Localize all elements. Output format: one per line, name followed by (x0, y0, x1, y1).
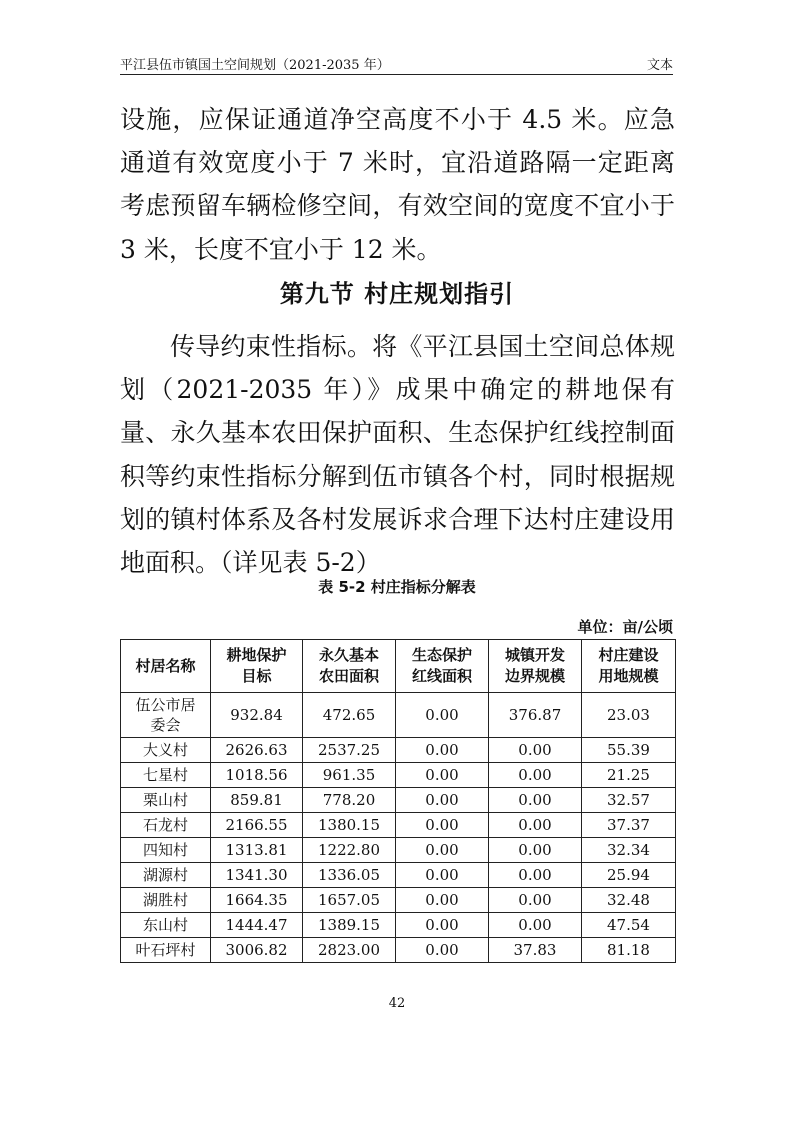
paragraph-emergency-access: 设施，应保证通道净空高度不小于 4.5 米。应急通道有效宽度小于 7 米时，宜沿道路隔一定距离考虑预留车辆检修空间，有效空间的宽度不宜小于 3 米，长度不宜小于 12 米。 (120, 105, 675, 264)
cell-value: 0.00 (396, 913, 489, 938)
table-row (121, 763, 676, 788)
cell-value: 1222.80 (303, 838, 396, 863)
table-row (121, 838, 676, 863)
header-section-label: 文本 (646, 58, 673, 73)
cell-village-name: 栗山村 (121, 788, 211, 813)
cell-value: 0.00 (396, 888, 489, 913)
cell-value: 0.00 (396, 693, 489, 738)
section-title: 第九节 村庄规划指引 (279, 280, 515, 308)
cell-village-name: 湖源村 (121, 863, 211, 888)
cell-village-name: 大义村 (121, 738, 211, 763)
paragraph-village-guidance: 传导约束性指标。将《平江县国土空间总体规划（2021-2035 年）》成果中确定的耕地保有量、永久基本农田保护面积、生态保护红线控制面积等约束性指标分解到伍市镇各个村，同时根据规划的镇村体系及各村发展诉求合理下达村庄建设用地面积。（详见表 5-2） (120, 332, 675, 578)
cell-value: 0.00 (396, 763, 489, 788)
cell-village-name: 叶石坪村 (121, 938, 211, 963)
cell-value: 2166.55 (211, 813, 303, 838)
village-indicator-table (120, 639, 676, 963)
cell-value: 0.00 (396, 938, 489, 963)
column-header-ecological-redline: 生态保护 红线面积 (396, 640, 489, 693)
cell-value: 0.00 (396, 788, 489, 813)
cell-value: 0.00 (489, 813, 582, 838)
running-header (120, 52, 673, 75)
table-row (121, 788, 676, 813)
cell-value: 1664.35 (211, 888, 303, 913)
cell-value: 2626.63 (211, 738, 303, 763)
cell-value: 21.25 (582, 763, 676, 788)
cell-value: 0.00 (489, 913, 582, 938)
cell-value: 2823.00 (303, 938, 396, 963)
cell-value: 0.00 (396, 738, 489, 763)
table-row (121, 813, 676, 838)
cell-value: 0.00 (396, 838, 489, 863)
cell-value: 55.39 (582, 738, 676, 763)
cell-value: 1389.15 (303, 913, 396, 938)
cell-village-name: 伍公市居委会 (121, 693, 211, 738)
table-row (121, 888, 676, 913)
table-row (121, 863, 676, 888)
cell-value: 1657.05 (303, 888, 396, 913)
cell-value: 0.00 (489, 863, 582, 888)
cell-village-name: 东山村 (121, 913, 211, 938)
table-row (121, 738, 676, 763)
table-row (121, 938, 676, 963)
cell-value: 23.03 (582, 693, 676, 738)
cell-value: 0.00 (489, 838, 582, 863)
table-header-row (121, 640, 676, 693)
cell-village-name: 石龙村 (121, 813, 211, 838)
cell-village-name: 七星村 (121, 763, 211, 788)
cell-value: 859.81 (211, 788, 303, 813)
cell-value: 1313.81 (211, 838, 303, 863)
cell-value: 32.57 (582, 788, 676, 813)
cell-value: 961.35 (303, 763, 396, 788)
cell-value: 0.00 (396, 813, 489, 838)
cell-value: 1336.05 (303, 863, 396, 888)
cell-value: 1444.47 (211, 913, 303, 938)
cell-value: 1380.15 (303, 813, 396, 838)
cell-value: 32.34 (582, 838, 676, 863)
column-header-urban-boundary: 城镇开发 边界规模 (489, 640, 582, 693)
cell-value: 37.37 (582, 813, 676, 838)
cell-value: 81.18 (582, 938, 676, 963)
cell-value: 1341.30 (211, 863, 303, 888)
cell-value: 32.48 (582, 888, 676, 913)
cell-value: 0.00 (489, 788, 582, 813)
column-header-farmland-target: 耕地保护 目标 (211, 640, 303, 693)
header-document-title: 平江县伍市镇国土空间规划（2021-2035 年） (120, 58, 390, 73)
cell-value: 0.00 (489, 738, 582, 763)
page-number: 42 (388, 996, 406, 1011)
cell-value: 376.87 (489, 693, 582, 738)
cell-value: 0.00 (489, 763, 582, 788)
table-unit-label: 单位：亩/公顷 (577, 618, 673, 636)
cell-village-name: 四知村 (121, 838, 211, 863)
cell-village-name: 湖胜村 (121, 888, 211, 913)
table-row (121, 693, 676, 738)
table-caption: 表 5-2 村庄指标分解表 (318, 578, 476, 596)
cell-value: 2537.25 (303, 738, 396, 763)
column-header-village-construction: 村庄建设 用地规模 (582, 640, 676, 693)
cell-value: 778.20 (303, 788, 396, 813)
cell-value: 47.54 (582, 913, 676, 938)
table-row (121, 913, 676, 938)
column-header-village: 村居名称 (121, 640, 211, 693)
cell-value: 0.00 (489, 888, 582, 913)
cell-value: 1018.56 (211, 763, 303, 788)
cell-value: 472.65 (303, 693, 396, 738)
cell-value: 0.00 (396, 863, 489, 888)
cell-value: 25.94 (582, 863, 676, 888)
cell-value: 3006.82 (211, 938, 303, 963)
cell-value: 37.83 (489, 938, 582, 963)
cell-value: 932.84 (211, 693, 303, 738)
column-header-basic-farmland: 永久基本 农田面积 (303, 640, 396, 693)
